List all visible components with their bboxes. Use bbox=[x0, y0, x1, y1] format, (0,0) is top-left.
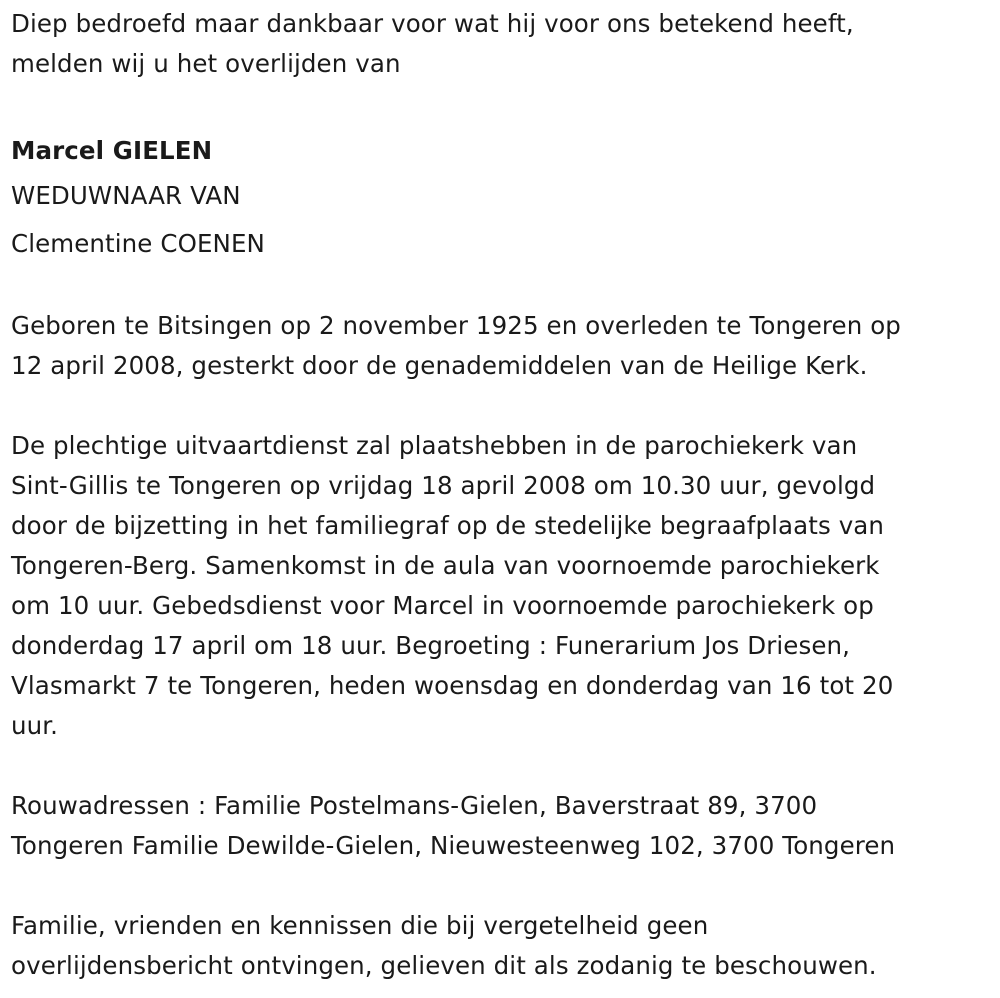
spacer bbox=[11, 84, 991, 124]
intro-line: Diep bedroefd maar dankbaar voor wat hij voor ons betekend heeft, bbox=[11, 9, 854, 38]
address-line: Rouwadressen : Familie Postelmans-Gielen, Baverstraat 89, 3700 bbox=[11, 791, 818, 820]
deceased-relation: WEDUWNAAR VAN bbox=[11, 181, 241, 210]
spacer bbox=[11, 746, 991, 786]
spouse-name: Clementine COENEN bbox=[11, 229, 265, 258]
intro-paragraph bbox=[11, 4, 991, 84]
closing-line: Familie, vrienden en kennissen die bij vergetelheid geen bbox=[11, 911, 709, 940]
closing-line: overlijdensbericht ontvingen, gelieven dit als zodanig te beschouwen. bbox=[11, 951, 877, 980]
birth-death-line: 12 april 2008, gesterkt door de genademiddelen van de Heilige Kerk. bbox=[11, 351, 868, 380]
death-notice bbox=[11, 4, 991, 986]
funeral-line: Sint-Gillis te Tongeren op vrijdag 18 april 2008 om 10.30 uur, gevolgd bbox=[11, 471, 876, 500]
closing-paragraph bbox=[11, 906, 991, 986]
birth-death-line: Geboren te Bitsingen op 2 november 1925 en overleden te Tongeren op bbox=[11, 311, 901, 340]
spacer bbox=[11, 268, 991, 306]
funeral-line: uur. bbox=[11, 711, 59, 740]
deceased-block bbox=[11, 130, 991, 268]
spacer bbox=[11, 386, 991, 426]
addresses-paragraph bbox=[11, 786, 991, 866]
intro-line: melden wij u het overlijden van bbox=[11, 49, 401, 78]
deceased-name: Marcel GIELEN bbox=[11, 136, 213, 165]
address-line: Tongeren Familie Dewilde-Gielen, Nieuwesteenweg 102, 3700 Tongeren bbox=[11, 831, 896, 860]
funeral-line: om 10 uur. Gebedsdienst voor Marcel in voornoemde parochiekerk op bbox=[11, 591, 874, 620]
birth-death-paragraph bbox=[11, 306, 991, 386]
funeral-line: De plechtige uitvaartdienst zal plaatshebben in de parochiekerk van bbox=[11, 431, 858, 460]
spacer bbox=[11, 866, 991, 906]
funeral-line: door de bijzetting in het familiegraf op de stedelijke begraafplaats van bbox=[11, 511, 885, 540]
funeral-line: Tongeren-Berg. Samenkomst in de aula van voornoemde parochiekerk bbox=[11, 551, 880, 580]
funeral-paragraph bbox=[11, 426, 991, 746]
funeral-line: donderdag 17 april om 18 uur. Begroeting : Funerarium Jos Driesen, bbox=[11, 631, 851, 660]
funeral-line: Vlasmarkt 7 te Tongeren, heden woensdag en donderdag van 16 tot 20 bbox=[11, 671, 894, 700]
